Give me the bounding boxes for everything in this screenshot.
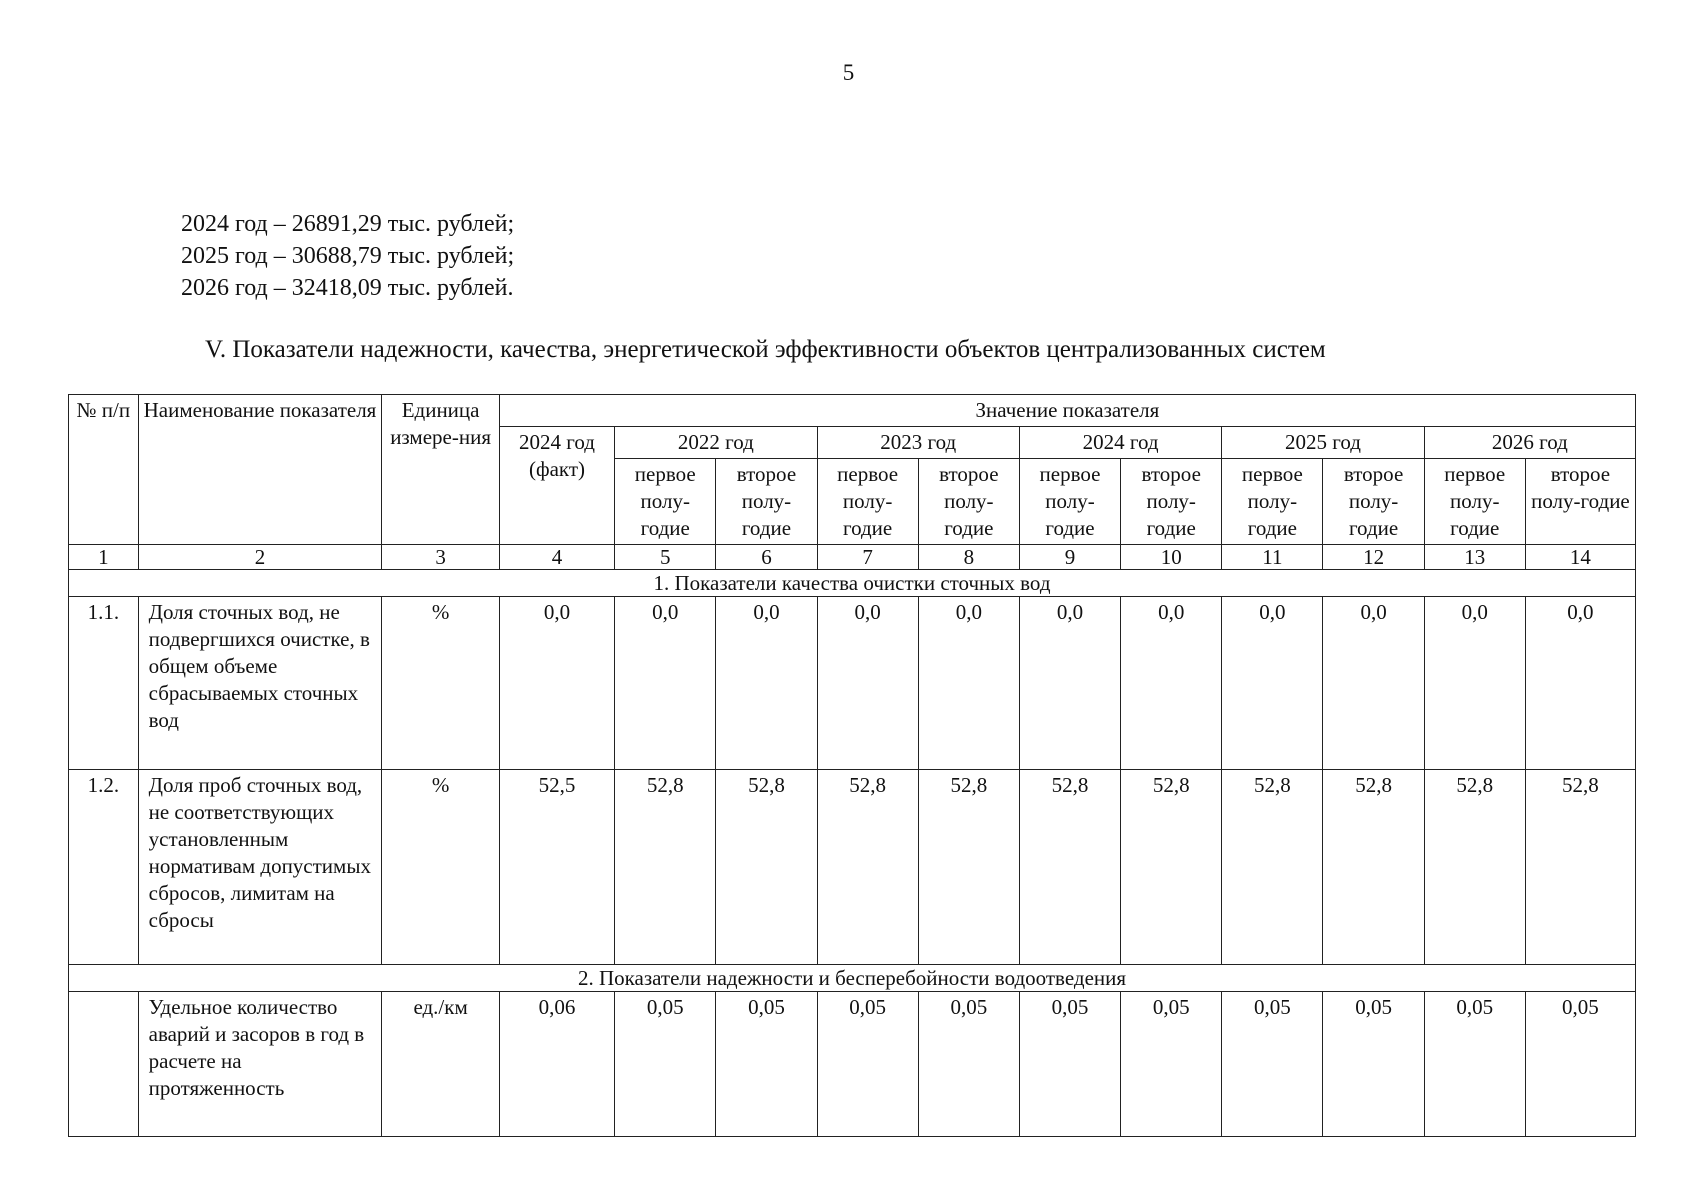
table-row [69, 597, 1636, 770]
column-number: 6 [716, 545, 817, 570]
row-value: 52,8 [716, 770, 817, 965]
funding-line: 2024 год – 26891,29 тыс. рублей; [181, 211, 515, 237]
row-name: Доля сточных вод, не подвергшихся очистке, в общем объеме сбрасываемых сточных вод [138, 597, 382, 770]
header-second-half: второе полу-годие [918, 459, 1019, 545]
column-number: 5 [615, 545, 716, 570]
row-value: 0,0 [1525, 597, 1635, 770]
row-unit: ед./км [382, 992, 500, 1137]
column-number: 4 [499, 545, 614, 570]
indicators-table [68, 394, 1636, 1137]
header-unit: Единица измере-ния [382, 395, 500, 545]
header-first-half: первое полу-годие [1424, 459, 1525, 545]
column-number: 1 [69, 545, 139, 570]
column-number: 8 [918, 545, 1019, 570]
header-first-half: первое полу-годие [817, 459, 918, 545]
row-value: 52,8 [1019, 770, 1120, 965]
row-value: 0,06 [499, 992, 614, 1137]
row-value: 52,8 [1424, 770, 1525, 965]
section-row [69, 570, 1636, 597]
row-value: 52,8 [918, 770, 1019, 965]
row-value: 0,05 [1019, 992, 1120, 1137]
row-name: Удельное количество аварий и засоров в год в расчете на протяженность [138, 992, 382, 1137]
header-year: 2023 год [817, 427, 1019, 459]
header-name: Наименование показателя [138, 395, 382, 545]
column-number: 3 [382, 545, 500, 570]
column-number: 2 [138, 545, 382, 570]
row-value: 0,0 [1019, 597, 1120, 770]
row-value: 0,05 [1121, 992, 1222, 1137]
column-number: 11 [1222, 545, 1323, 570]
row-name: Доля проб сточных вод, не соответствующих установленным нормативам допустимых сбросов, лимитам на сбросы [138, 770, 382, 965]
table-row [69, 992, 1636, 1137]
section-title: V. Показатели надежности, качества, энергетической эффективности объектов централизованных систем [205, 336, 1326, 363]
row-value: 52,8 [1525, 770, 1635, 965]
row-value: 52,5 [499, 770, 614, 965]
row-value: 0,0 [1424, 597, 1525, 770]
row-value: 0,05 [1424, 992, 1525, 1137]
column-number: 13 [1424, 545, 1525, 570]
column-number: 12 [1323, 545, 1424, 570]
header-first-half: первое полу-годие [1222, 459, 1323, 545]
row-num: 1.1. [69, 597, 139, 770]
row-value: 0,0 [615, 597, 716, 770]
row-value: 52,8 [1121, 770, 1222, 965]
header-year: 2025 год [1222, 427, 1424, 459]
header-fact: 2024 год (факт) [499, 427, 614, 545]
header-row [69, 395, 1636, 427]
row-num: 1.2. [69, 770, 139, 965]
row-value: 0,0 [1121, 597, 1222, 770]
row-value: 0,0 [499, 597, 614, 770]
header-first-half: первое полу-годие [615, 459, 716, 545]
column-number: 10 [1121, 545, 1222, 570]
column-number: 14 [1525, 545, 1635, 570]
row-value: 0,05 [615, 992, 716, 1137]
header-second-half: второе полу-годие [1121, 459, 1222, 545]
header-second-half: второе полу-годие [1323, 459, 1424, 545]
row-value: 0,05 [918, 992, 1019, 1137]
funding-list [181, 208, 514, 304]
row-value: 0,05 [1323, 992, 1424, 1137]
page-number: 5 [842, 60, 855, 85]
row-value: 52,8 [615, 770, 716, 965]
funding-line: 2025 год – 30688,79 тыс. рублей; [181, 243, 515, 269]
header-year: 2022 год [615, 427, 817, 459]
column-number: 7 [817, 545, 918, 570]
column-number-row [69, 545, 1636, 570]
row-value: 0,05 [817, 992, 918, 1137]
row-value: 0,0 [1323, 597, 1424, 770]
header-year: 2026 год [1424, 427, 1635, 459]
header-second-half: второе полу-годие [716, 459, 817, 545]
row-value: 0,05 [1525, 992, 1635, 1137]
row-num [69, 992, 139, 1137]
row-value: 0,0 [817, 597, 918, 770]
row-value: 0,0 [716, 597, 817, 770]
column-number: 9 [1019, 545, 1120, 570]
row-value: 52,8 [1222, 770, 1323, 965]
row-value: 52,8 [1323, 770, 1424, 965]
row-value: 0,05 [716, 992, 817, 1137]
header-second-half: второе полу-годие [1525, 459, 1635, 545]
header-first-half: первое полу-годие [1019, 459, 1120, 545]
section-heading: 2. Показатели надежности и бесперебойности водоотведения [69, 965, 1636, 992]
row-value: 52,8 [817, 770, 918, 965]
section-row [69, 965, 1636, 992]
section-heading: 1. Показатели качества очистки сточных вод [69, 570, 1636, 597]
funding-line: 2026 год – 32418,09 тыс. рублей. [181, 275, 514, 301]
row-unit: % [382, 770, 500, 965]
header-num: № п/п [69, 395, 139, 545]
table-row [69, 770, 1636, 965]
header-year: 2024 год [1019, 427, 1221, 459]
row-value: 0,0 [1222, 597, 1323, 770]
row-unit: % [382, 597, 500, 770]
row-value: 0,0 [918, 597, 1019, 770]
header-value-group: Значение показателя [499, 395, 1635, 427]
row-value: 0,05 [1222, 992, 1323, 1137]
